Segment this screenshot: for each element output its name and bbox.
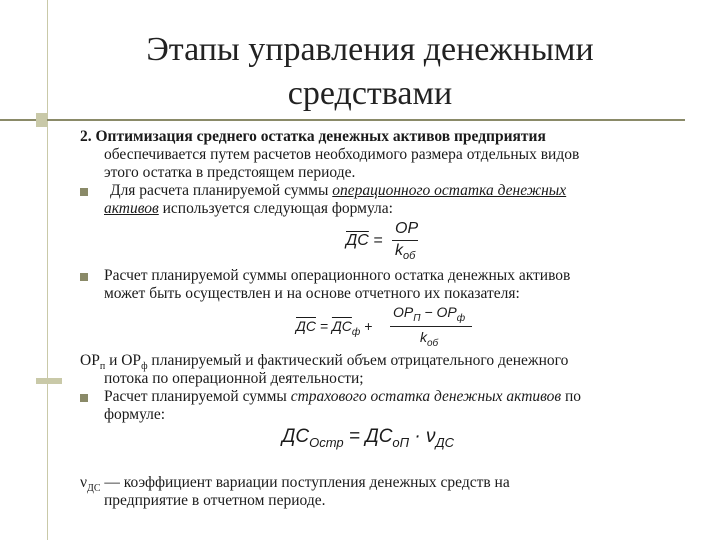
f2-den-sub: об: [427, 337, 439, 349]
f1-eq: =: [373, 232, 383, 249]
p6-line2: предприятие в отчетном периоде.: [104, 492, 326, 509]
p6-v-sub: ДС: [87, 483, 101, 495]
p6-rest: — коэффициент вариации поступления денежных средств на: [104, 474, 510, 491]
f2-ds: ДС: [331, 318, 352, 334]
p5-line2: формуле:: [104, 406, 166, 423]
p4-op1-sub: п: [99, 361, 106, 373]
f2-eq: =: [319, 318, 329, 334]
bullet-icon: [80, 188, 88, 196]
p2-em2: активов: [104, 200, 159, 217]
p4-op2: ОР: [121, 352, 142, 369]
f2-frac-line: [390, 326, 472, 327]
f2-ds-sub: ф: [351, 326, 361, 338]
f3-rhs: ДС: [365, 426, 393, 447]
f2-lhs: ДС: [296, 318, 316, 334]
p5-pre: Расчет планируемой суммы: [104, 388, 287, 405]
page-title: [60, 28, 680, 116]
f2-num: [393, 304, 465, 324]
formula-1: [346, 232, 383, 250]
p4-and: и: [109, 352, 118, 369]
f2-num-b: ОР: [436, 304, 457, 320]
p1-line2: обеспечивается путем расчетов необходимого размера отдельных видов: [104, 146, 580, 163]
p5-post: по: [565, 388, 582, 405]
f3-v: ν: [425, 426, 436, 447]
f1-den-k: k: [395, 242, 403, 259]
left-accent: [36, 378, 62, 384]
formula-2: [296, 318, 372, 338]
title-divider: [0, 119, 685, 121]
p2-post: используется следующая формула:: [162, 200, 393, 217]
f3-eq: =: [348, 426, 361, 447]
bullet-icon: [80, 394, 88, 402]
f3-rhs-sub: оП: [392, 434, 410, 450]
left-rule: [47, 0, 48, 540]
f1-den: [395, 242, 415, 262]
f1-num: ОР: [395, 220, 419, 237]
f3-dot: ·: [414, 426, 421, 447]
f2-plus: +: [364, 318, 373, 334]
f2-den-k: k: [420, 329, 427, 345]
f3-lhs-sub: Остр: [309, 434, 344, 450]
f3-lhs: ДС: [282, 426, 310, 447]
f2-num-b-sub: ф: [456, 312, 466, 324]
p4-op1: ОР: [80, 352, 100, 369]
p4-op2-sub: ф: [141, 361, 148, 373]
p4-line2: потока по операционной деятельности;: [104, 370, 364, 387]
p2-pre: Для расчета планируемой суммы: [110, 182, 329, 199]
title-line-1: Этапы управления денежными: [146, 31, 594, 68]
f1-den-sub: об: [403, 250, 416, 263]
p2-em1: операционного остатка денежных: [332, 182, 567, 199]
p6-v: ν: [80, 474, 88, 491]
f2-num-a-sub: П: [413, 312, 421, 324]
p2-line2: [104, 200, 393, 218]
f1-frac-line: [392, 240, 418, 241]
p5-line1: [104, 388, 581, 406]
bullet-icon: [80, 273, 88, 281]
f2-num-a: ОР: [393, 304, 414, 320]
p1-lead: 2. Оптимизация среднего остатка денежных активов предприятия: [80, 128, 546, 145]
f2-den: [420, 329, 438, 349]
p4-rest: планируемый и фактический объем отрицательного денежного: [151, 352, 569, 369]
f1-lhs: ДС: [346, 232, 369, 249]
divider-cap: [36, 113, 47, 127]
p2-line1: [110, 182, 566, 200]
f3-v-sub: ДС: [435, 434, 455, 450]
title-line-2: средствами: [287, 75, 453, 112]
f2-minus: −: [424, 304, 433, 320]
formula-3: [282, 426, 454, 450]
p5-em: страхового остатка денежных активов: [290, 388, 562, 405]
p3-line2: может быть осуществлен и на основе отчетного их показателя:: [104, 285, 520, 302]
p1-line3: этого остатка в предстоящем периоде.: [104, 164, 356, 181]
p3-line1: Расчет планируемой суммы операционного остатка денежных активов: [104, 267, 571, 284]
